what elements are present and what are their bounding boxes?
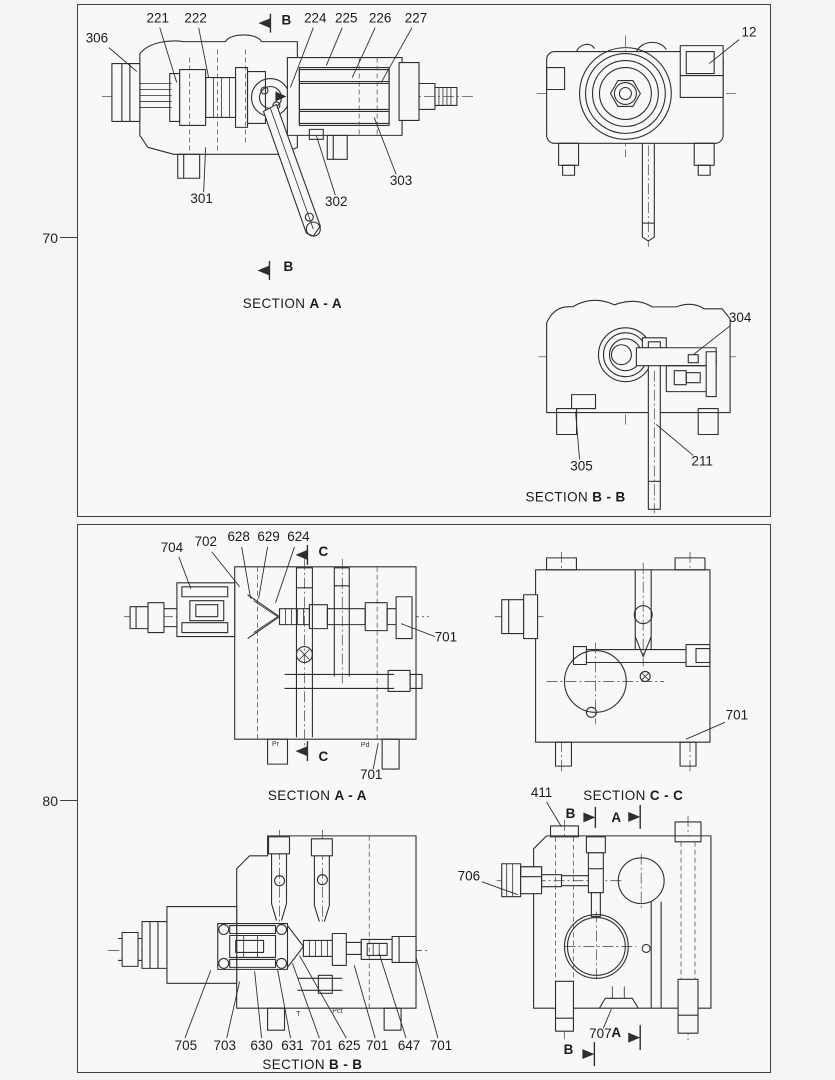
callout-226: 226 [368, 10, 392, 26]
figure-panel-80 [77, 524, 771, 1073]
callout-701: 701 [434, 629, 458, 645]
callout-411: 411 [530, 785, 553, 801]
section-title-C-C: SECTION C - C [583, 787, 684, 803]
callout-705: 705 [174, 1038, 198, 1054]
section-arrow-head-B [257, 265, 269, 275]
leader-line-302 [316, 135, 335, 195]
section-arrow-letter-B: B [563, 1042, 574, 1058]
callout-704: 704 [160, 539, 184, 555]
section-arrow-letter-B: B [281, 12, 292, 28]
callout-625: 625 [338, 1038, 361, 1054]
callout-706: 706 [457, 868, 481, 884]
margin-ref-80: 80 [42, 793, 58, 809]
callout-630: 630 [250, 1038, 273, 1054]
callout-701: 701 [429, 1038, 453, 1054]
view-top-end [537, 36, 736, 247]
view-top-section-bb [539, 300, 736, 513]
view-bottom-section-cc [495, 552, 710, 771]
margin-ref-70-tick [60, 237, 77, 238]
leader-line-211 [656, 425, 693, 456]
callout-222: 222 [184, 10, 207, 26]
callout-707: 707 [589, 1026, 612, 1042]
callout-227: 227 [404, 10, 428, 26]
section-arrow-letter-C: C [318, 749, 329, 765]
section-arrow-head-C [295, 550, 307, 560]
view-bottom-side [497, 816, 711, 1041]
callout-628: 628 [227, 528, 250, 544]
callout-225: 225 [334, 10, 358, 26]
figure-panel-70 [77, 4, 771, 517]
callout-647: 647 [397, 1038, 421, 1054]
callout-12: 12 [741, 24, 757, 40]
callout-211: 211 [691, 453, 713, 469]
section-arrow-letter-A: A [611, 809, 622, 825]
margin-ref-70: 70 [42, 230, 58, 246]
leader-line-701 [373, 743, 378, 769]
leader-line-305 [576, 412, 580, 460]
callout-302: 302 [325, 194, 348, 210]
callout-701: 701 [359, 767, 383, 783]
section-arrow-head-B [258, 18, 270, 28]
section-title-B-B: SECTION B - B [262, 1057, 363, 1072]
callout-631: 631 [281, 1038, 304, 1054]
leader-line-703 [227, 981, 240, 1038]
section-arrow-letter-A: A [611, 1025, 622, 1041]
callout-304: 304 [728, 309, 752, 325]
section-arrow-letter-B: B [283, 258, 294, 274]
section-arrow-head-A [628, 812, 640, 822]
callout-702: 702 [194, 533, 218, 549]
callout-303: 303 [389, 173, 413, 189]
callout-305: 305 [570, 458, 593, 474]
section-title-B-B: SECTION B - B [525, 489, 626, 505]
port-label-Pr: Pr [272, 741, 280, 749]
callout-701: 701 [365, 1038, 389, 1054]
section-arrow-head-B [582, 1049, 594, 1059]
port-label-T: T [296, 1011, 301, 1019]
view-bottom-section-bb [108, 830, 429, 1030]
view-bottom-section-aa [124, 559, 429, 769]
callout-221: 221 [146, 10, 169, 26]
callout-624: 624 [287, 528, 310, 544]
margin-ref-80-tick [60, 800, 77, 801]
section-arrow-letter-B: B [565, 805, 576, 821]
callout-306: 306 [85, 30, 109, 46]
view-top-section-aa [102, 35, 473, 236]
callout-224: 224 [304, 10, 327, 26]
section-title-A-A: SECTION A - A [242, 295, 342, 311]
leader-line-701 [416, 957, 438, 1038]
callout-301: 301 [190, 191, 213, 207]
section-arrow-head-C [295, 746, 307, 756]
section-arrow-head-A [628, 1033, 640, 1043]
callout-629: 629 [257, 528, 280, 544]
callout-701: 701 [725, 707, 749, 723]
section-arrow-letter-C: C [318, 543, 329, 559]
port-label-Pct: Pct [332, 1008, 343, 1016]
figure-panel-80-drawing [78, 525, 770, 1072]
leader-line-411 [547, 802, 562, 827]
section-title-A-A: SECTION A - A [267, 787, 367, 803]
section-arrow-head-B [583, 812, 595, 822]
callout-703: 703 [213, 1038, 236, 1054]
figure-panel-70-drawing [78, 5, 770, 516]
callout-701: 701 [310, 1038, 333, 1054]
port-label-Pd: Pd [360, 742, 370, 750]
